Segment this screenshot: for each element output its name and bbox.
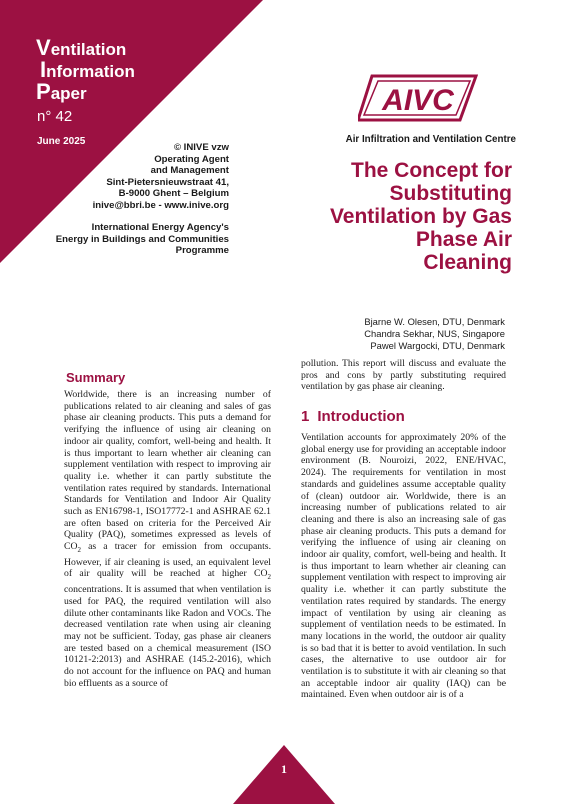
contact-email-web: inive@bbri.be - www.inive.org [92,199,229,211]
contact-line: Sint-Pietersnieuwstraat 41, [106,176,229,188]
iea-line: Energy in Buildings and Communities [55,233,229,245]
organization-name: Air Infiltration and Ventilation Centre [345,134,516,145]
page-number: 1 [281,762,287,776]
iea-programme [56,222,229,257]
author-list [300,316,505,352]
title-line: The Concept for [351,159,512,182]
contact-line: and Management [150,165,229,177]
series-title [36,35,135,104]
series-line-2: Information [40,57,135,82]
intro-body: Ventilation accounts for approximately 20% of the global energy use for providing an acceptable indoor environment (B. Nouroizi, 2022, ENE/HVAC, 2024). The requirements for ventilation in most standards and guidelines assume acceptable quality of (clean) outdoor air. Worldwide, there is an increasing number of publications related to air cleaning and there is also an increasing sale of gas phase air cleaning products. This puts a demand for verifying the influence of using air cleaning on indoor air quality, comfort, well-being and health. It is thus important to learn whether air cleaning can supplement ventilation with respect to improving air quality i.e. whether it can partly substitute the ventilation rates required by standards. The energy impact of ventilation by using air cleaning as supplement of ventilation needs to be estimated. In many locations in the world, the outdoor air quality is so bad that it is better to avoid ventilation. In such cases, the alternative to use outdoor air for ventilation is to substitute it with air cleaning so that an acceptable indoor air quality (IAQ) can be maintained. Even when outdoor air is of a [301,432,506,701]
title-line: Cleaning [423,251,512,274]
summary-heading: Summary [66,370,126,385]
contact-line: Operating Agent [154,153,229,165]
author: Pawel Wargocki, DTU, Denmark [370,340,505,351]
summary-continued: pollution. This report will discuss and evaluate the pros and cons by partly substituting required ventilation by gas phase air cleaning. [301,358,506,393]
title-line: Ventilation by Gas [329,205,512,228]
summary-body: Worldwide, there is an increasing number of publications related to air cleaning and sales of gas phase air cleaning products. This puts a demand for verifying the influence of using air cleaning on indoor air quality, comfort, well-being and health. It is thus important to learn whether air cleaning can supplement ventilation with respect to improving air quality i.e. whether it can partly substitute the ventilation rates required by standards. International Standards for Ventilation and Indoor Air Quality such as EN16798-1, ISO17772-1 and ASHRAE 62.1 are often based on criteria for the Perceived Air Quality (PAQ), sometimes expressed as levels of $CO_2$ as a tracer for emission from occupants. However, if air cleaning is used, an equivalent level of air quality will be reached at higher $CO_2$ concentrations. It is assumed that when ventilation is used for PAQ, the required ventilation will also dilute other contaminants like Radon and VOCs. The decreased ventilation rate when using air cleaning may not be sufficient. Today, gas phase air cleaners are tested based on a chemical measurement (ISO 10121-2:2013) and ASHRAE (145.2-2016), which do not account for the influence on PAQ and human bio effluents as a source of [64,389,271,689]
iea-line: International Energy Agency's [91,222,229,233]
document-title [270,159,512,274]
paper-number: n° 42 [37,108,73,125]
series-line-1: Ventilation [36,35,127,60]
section-title: Introduction [317,408,405,425]
iea-line: Programme [175,245,229,257]
logo-text: AIVC [382,84,454,117]
aivc-logo [358,74,478,122]
author: Bjarne W. Olesen, DTU, Denmark [364,316,505,327]
paper-date: June 2025 [37,136,86,147]
contact-line: B-9000 Ghent – Belgium [118,188,229,200]
contact-line: © INIVE vzw [173,142,229,153]
title-line: Phase Air [415,228,512,251]
series-line-3: Paper [36,79,87,104]
section-number: 1 [301,408,310,425]
author: Chandra Sekhar, NUS, Singapore [364,328,505,339]
title-line: Substituting [389,182,512,205]
intro-heading [301,408,405,425]
publisher-contact [93,142,229,212]
